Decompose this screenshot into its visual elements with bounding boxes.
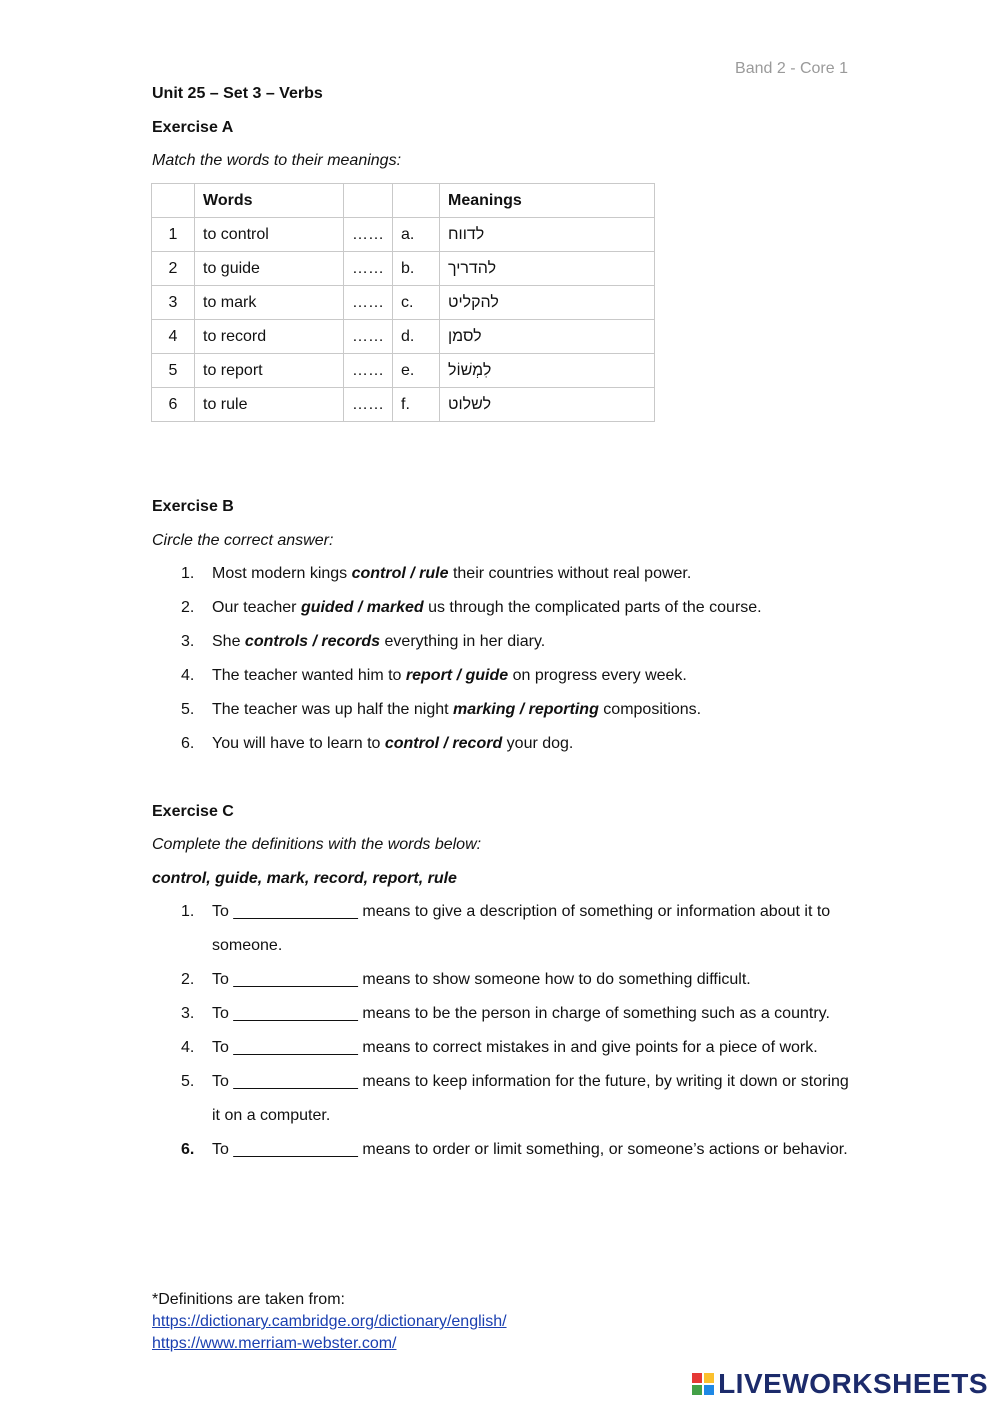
list-item [152, 1065, 852, 1133]
item-number: 5. [181, 701, 195, 718]
row-number: 2 [152, 252, 195, 286]
row-letter: e. [393, 354, 440, 388]
row-number: 4 [152, 320, 195, 354]
page-title: Unit 25 – Set 3 – Verbs [152, 85, 323, 102]
row-meaning: לסמן [440, 320, 655, 354]
definition-text[interactable]: To ______________ means to give a description of something or information about it to someone. [212, 903, 831, 954]
answer-blank[interactable]: …… [344, 388, 393, 422]
definition-text[interactable]: To ______________ means to show someone how to do something difficult. [212, 971, 751, 988]
item-number: 1. [181, 565, 195, 582]
answer-choice[interactable]: report / guide [405, 667, 509, 684]
col-words-header: Words [195, 184, 344, 218]
exercise-c-instruction: Complete the definitions with the words below: [152, 836, 482, 853]
row-word: to rule [195, 388, 344, 422]
list-item [152, 1133, 852, 1167]
row-letter: d. [393, 320, 440, 354]
item-number: 5. [181, 1073, 195, 1090]
answer-blank[interactable]: …… [344, 252, 393, 286]
item-number: 4. [181, 1039, 195, 1056]
row-letter: a. [393, 218, 440, 252]
row-number: 5 [152, 354, 195, 388]
table-header-row [152, 184, 655, 218]
answer-choice[interactable]: controls / records [244, 633, 381, 650]
answer-blank[interactable]: …… [344, 354, 393, 388]
row-number: 6 [152, 388, 195, 422]
logo-text: LIVEWORKSHEETS [718, 1368, 988, 1399]
item-number: 2. [181, 971, 195, 988]
list-item: 6. You will have to learn to control / record your dog. [152, 727, 852, 761]
exercise-a-instruction: Match the words to their meanings: [152, 152, 402, 169]
word-bank: control, guide, mark, record, report, rule [152, 870, 457, 887]
answer-choice[interactable]: control / record [384, 735, 503, 752]
exercise-b-list [152, 557, 852, 761]
definition-text[interactable]: To ______________ means to order or limit something, or someone’s actions or behavior. [212, 1141, 848, 1158]
list-item: 5. The teacher was up half the night marking / reporting compositions. [152, 693, 852, 727]
table-row [152, 388, 655, 422]
row-meaning: לדווח [440, 218, 655, 252]
row-number: 3 [152, 286, 195, 320]
answer-choice[interactable]: control / rule [351, 565, 449, 582]
list-item: 3. She controls / records everything in her diary. [152, 625, 852, 659]
matching-table [151, 183, 655, 422]
row-meaning: להקליט [440, 286, 655, 320]
table-row [152, 354, 655, 388]
col-meanings-header: Meanings [440, 184, 655, 218]
row-meaning: לִמְשׁוֹל [440, 354, 655, 388]
item-number: 2. [181, 599, 195, 616]
table-row [152, 286, 655, 320]
list-item: 4. The teacher wanted him to report / guide on progress every week. [152, 659, 852, 693]
table-row [152, 320, 655, 354]
row-number: 1 [152, 218, 195, 252]
liveworksheets-logo [692, 1368, 988, 1400]
list-item [152, 997, 852, 1031]
table-row [152, 252, 655, 286]
item-number: 6. [181, 1141, 195, 1158]
list-item: 1. Most modern kings control / rule their countries without real power. [152, 557, 852, 591]
definition-text[interactable]: To ______________ means to keep information for the future, by writing it down or storing it on a computer. [212, 1073, 849, 1124]
row-word: to report [195, 354, 344, 388]
row-word: to record [195, 320, 344, 354]
list-item [152, 963, 852, 997]
row-letter: c. [393, 286, 440, 320]
row-word: to guide [195, 252, 344, 286]
exercise-c-list [152, 895, 852, 1167]
row-word: to mark [195, 286, 344, 320]
list-item [152, 1031, 852, 1065]
row-meaning: לשלוט [440, 388, 655, 422]
sources-block [152, 1289, 507, 1355]
definition-text[interactable]: To ______________ means to correct mistakes in and give points for a piece of work. [212, 1039, 818, 1056]
exercise-a-heading: Exercise A [152, 119, 234, 136]
item-number: 1. [181, 903, 195, 920]
logo-squares-icon [692, 1373, 714, 1395]
answer-blank[interactable]: …… [344, 320, 393, 354]
list-item: 2. Our teacher guided / marked us through the complicated parts of the course. [152, 591, 852, 625]
definition-text[interactable]: To ______________ means to be the person in charge of something such as a country. [212, 1005, 830, 1022]
row-meaning: להדריך [440, 252, 655, 286]
cambridge-link[interactable]: https://dictionary.cambridge.org/dictionary/english/ [152, 1313, 507, 1330]
item-number: 6. [181, 735, 195, 752]
item-number: 3. [181, 1005, 195, 1022]
row-word: to control [195, 218, 344, 252]
table-row [152, 218, 655, 252]
list-item [152, 895, 852, 963]
item-number: 4. [181, 667, 195, 684]
answer-choice[interactable]: guided / marked [300, 599, 424, 616]
merriam-webster-link[interactable]: https://www.merriam-webster.com/ [152, 1335, 397, 1352]
row-letter: f. [393, 388, 440, 422]
answer-choice[interactable]: marking / reporting [453, 701, 599, 718]
sources-note: *Definitions are taken from: [152, 1291, 345, 1308]
band-label: Band 2 - Core 1 [735, 60, 848, 77]
answer-blank[interactable]: …… [344, 286, 393, 320]
exercise-b-heading: Exercise B [152, 498, 234, 515]
exercise-b-instruction: Circle the correct answer: [152, 532, 334, 549]
item-number: 3. [181, 633, 195, 650]
row-letter: b. [393, 252, 440, 286]
answer-blank[interactable]: …… [344, 218, 393, 252]
exercise-c-heading: Exercise C [152, 803, 234, 820]
